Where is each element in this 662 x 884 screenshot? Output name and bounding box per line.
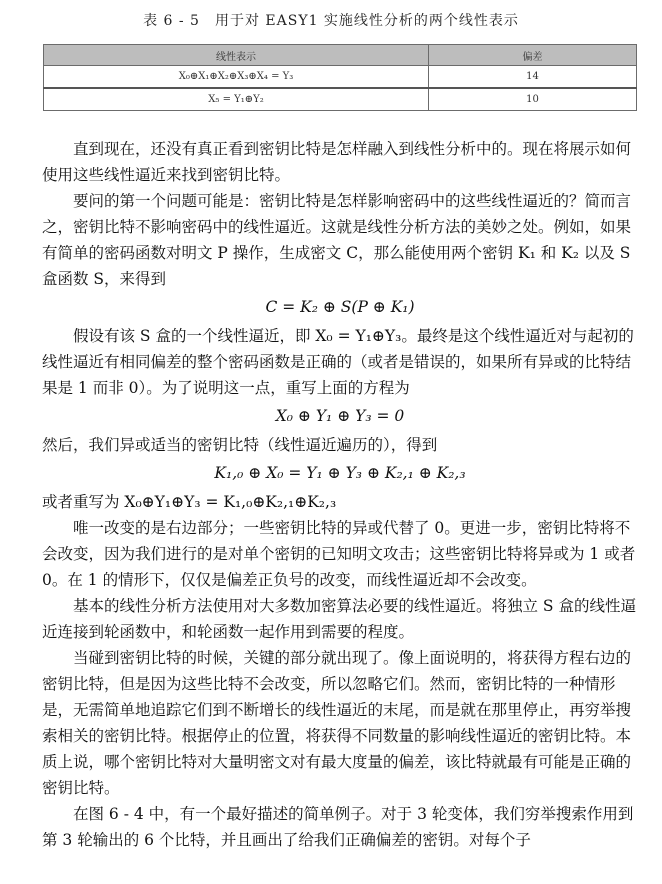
equation: K₁,₀ ⊕ X₀ = Y₁ ⊕ Y₃ ⊕ K₂,₁ ⊕ K₂,₃ (214, 464, 466, 482)
paragraph: 然后，我们异或适当的密钥比特（线性逼近遍历的），得到 (42, 436, 438, 454)
table-cell-bias: 14 (429, 66, 637, 89)
equation: X₀ ⊕ Y₁ ⊕ Y₃ = 0 (275, 407, 405, 425)
paragraph: 假设有该 S 盒的一个线性逼近，即 X₀ = Y₁⊕Y₃。最终是这个线性逼近对与起初的线性逼近有相同偏差的整个密码函数是正确的（或者是错误的，如果所有异或的比特结果是 1 而非 0）。为了说明这一点，重写上面的方程为 (42, 327, 634, 397)
table-header-expression: 线性表示 (44, 45, 429, 66)
table-cell-expression: X₅ = Y₁⊕Y₂ (44, 88, 429, 111)
paragraph: 唯一改变的是右边部分；一些密钥比特的异或代替了 0。更进一步，密钥比特将不会改变，因为我们进行的是对单个密钥的已知明文攻击；这些密钥比特将异或为 1 或者 0。在 1 的情形下，仅仅是偏差正负号的改变，而线性逼近却不会改变。 (42, 519, 636, 589)
linear-expressions-table (43, 44, 637, 111)
table-header-row (44, 45, 637, 66)
table-caption: 表 6 - 5 用于对 EASY1 实施线性分析的两个线性表示 (143, 13, 519, 29)
equation: C = K₂ ⊕ S(P ⊕ K₁) (265, 298, 415, 316)
paragraph: 要问的第一个问题可能是：密钥比特是怎样影响密码中的这些线性逼近的？简而言之，密钥比特不影响密码中的线性逼近。这就是线性分析方法的美妙之处。例如，如果有简单的密码函数对明文 P 操作，生成密文 C，那么能使用两个密钥 K₁ 和 K₂ 以及 S 盒函数 S，来得到 (42, 192, 632, 288)
paragraph: 基本的线性分析方法使用对大多数加密算法必要的线性逼近。将独立 S 盒的线性逼近连接到轮函数中，和轮函数一起作用到需要的程度。 (42, 597, 636, 641)
table-row (44, 66, 637, 89)
paragraph: 直到现在，还没有真正看到密钥比特是怎样融入到线性分析中的。现在将展示如何使用这些线性逼近来找到密钥比特。 (42, 140, 632, 184)
table-row (44, 88, 637, 111)
paragraph: 或者重写为 X₀⊕Y₁⊕Y₃ = K₁,₀⊕K₂,₁⊕K₂,₃ (42, 493, 337, 511)
table-cell-expression: X₀⊕X₁⊕X₂⊕X₃⊕X₄ = Y₃ (44, 66, 429, 89)
paragraph: 当碰到密钥比特的时候，关键的部分就出现了。像上面说明的，将获得方程右边的密钥比特，但是因为这些比特不会改变，所以忽略它们。然而，密钥比特的一种情形是，无需简单地追踪它们到不断增长的线性逼近的末尾，而是就在那里停止，再穷举搜索相关的密钥比特。根据停止的位置，将获得不同数量的影响线性逼近的密钥比特。本质上说，哪个密钥比特对大量明密文对有最大度量的偏差，该比特就最有可能是正确的密钥比特。 (42, 649, 632, 797)
body-text (42, 136, 638, 853)
table-header-bias: 偏差 (429, 45, 637, 66)
paragraph: 在图 6 - 4 中，有一个最好描述的简单例子。对于 3 轮变体，我们穷举搜索作用到第 3 轮输出的 6 个比特，并且画出了给我们正确偏差的密钥。对每个子 (42, 805, 634, 849)
table-cell-bias: 10 (429, 88, 637, 111)
